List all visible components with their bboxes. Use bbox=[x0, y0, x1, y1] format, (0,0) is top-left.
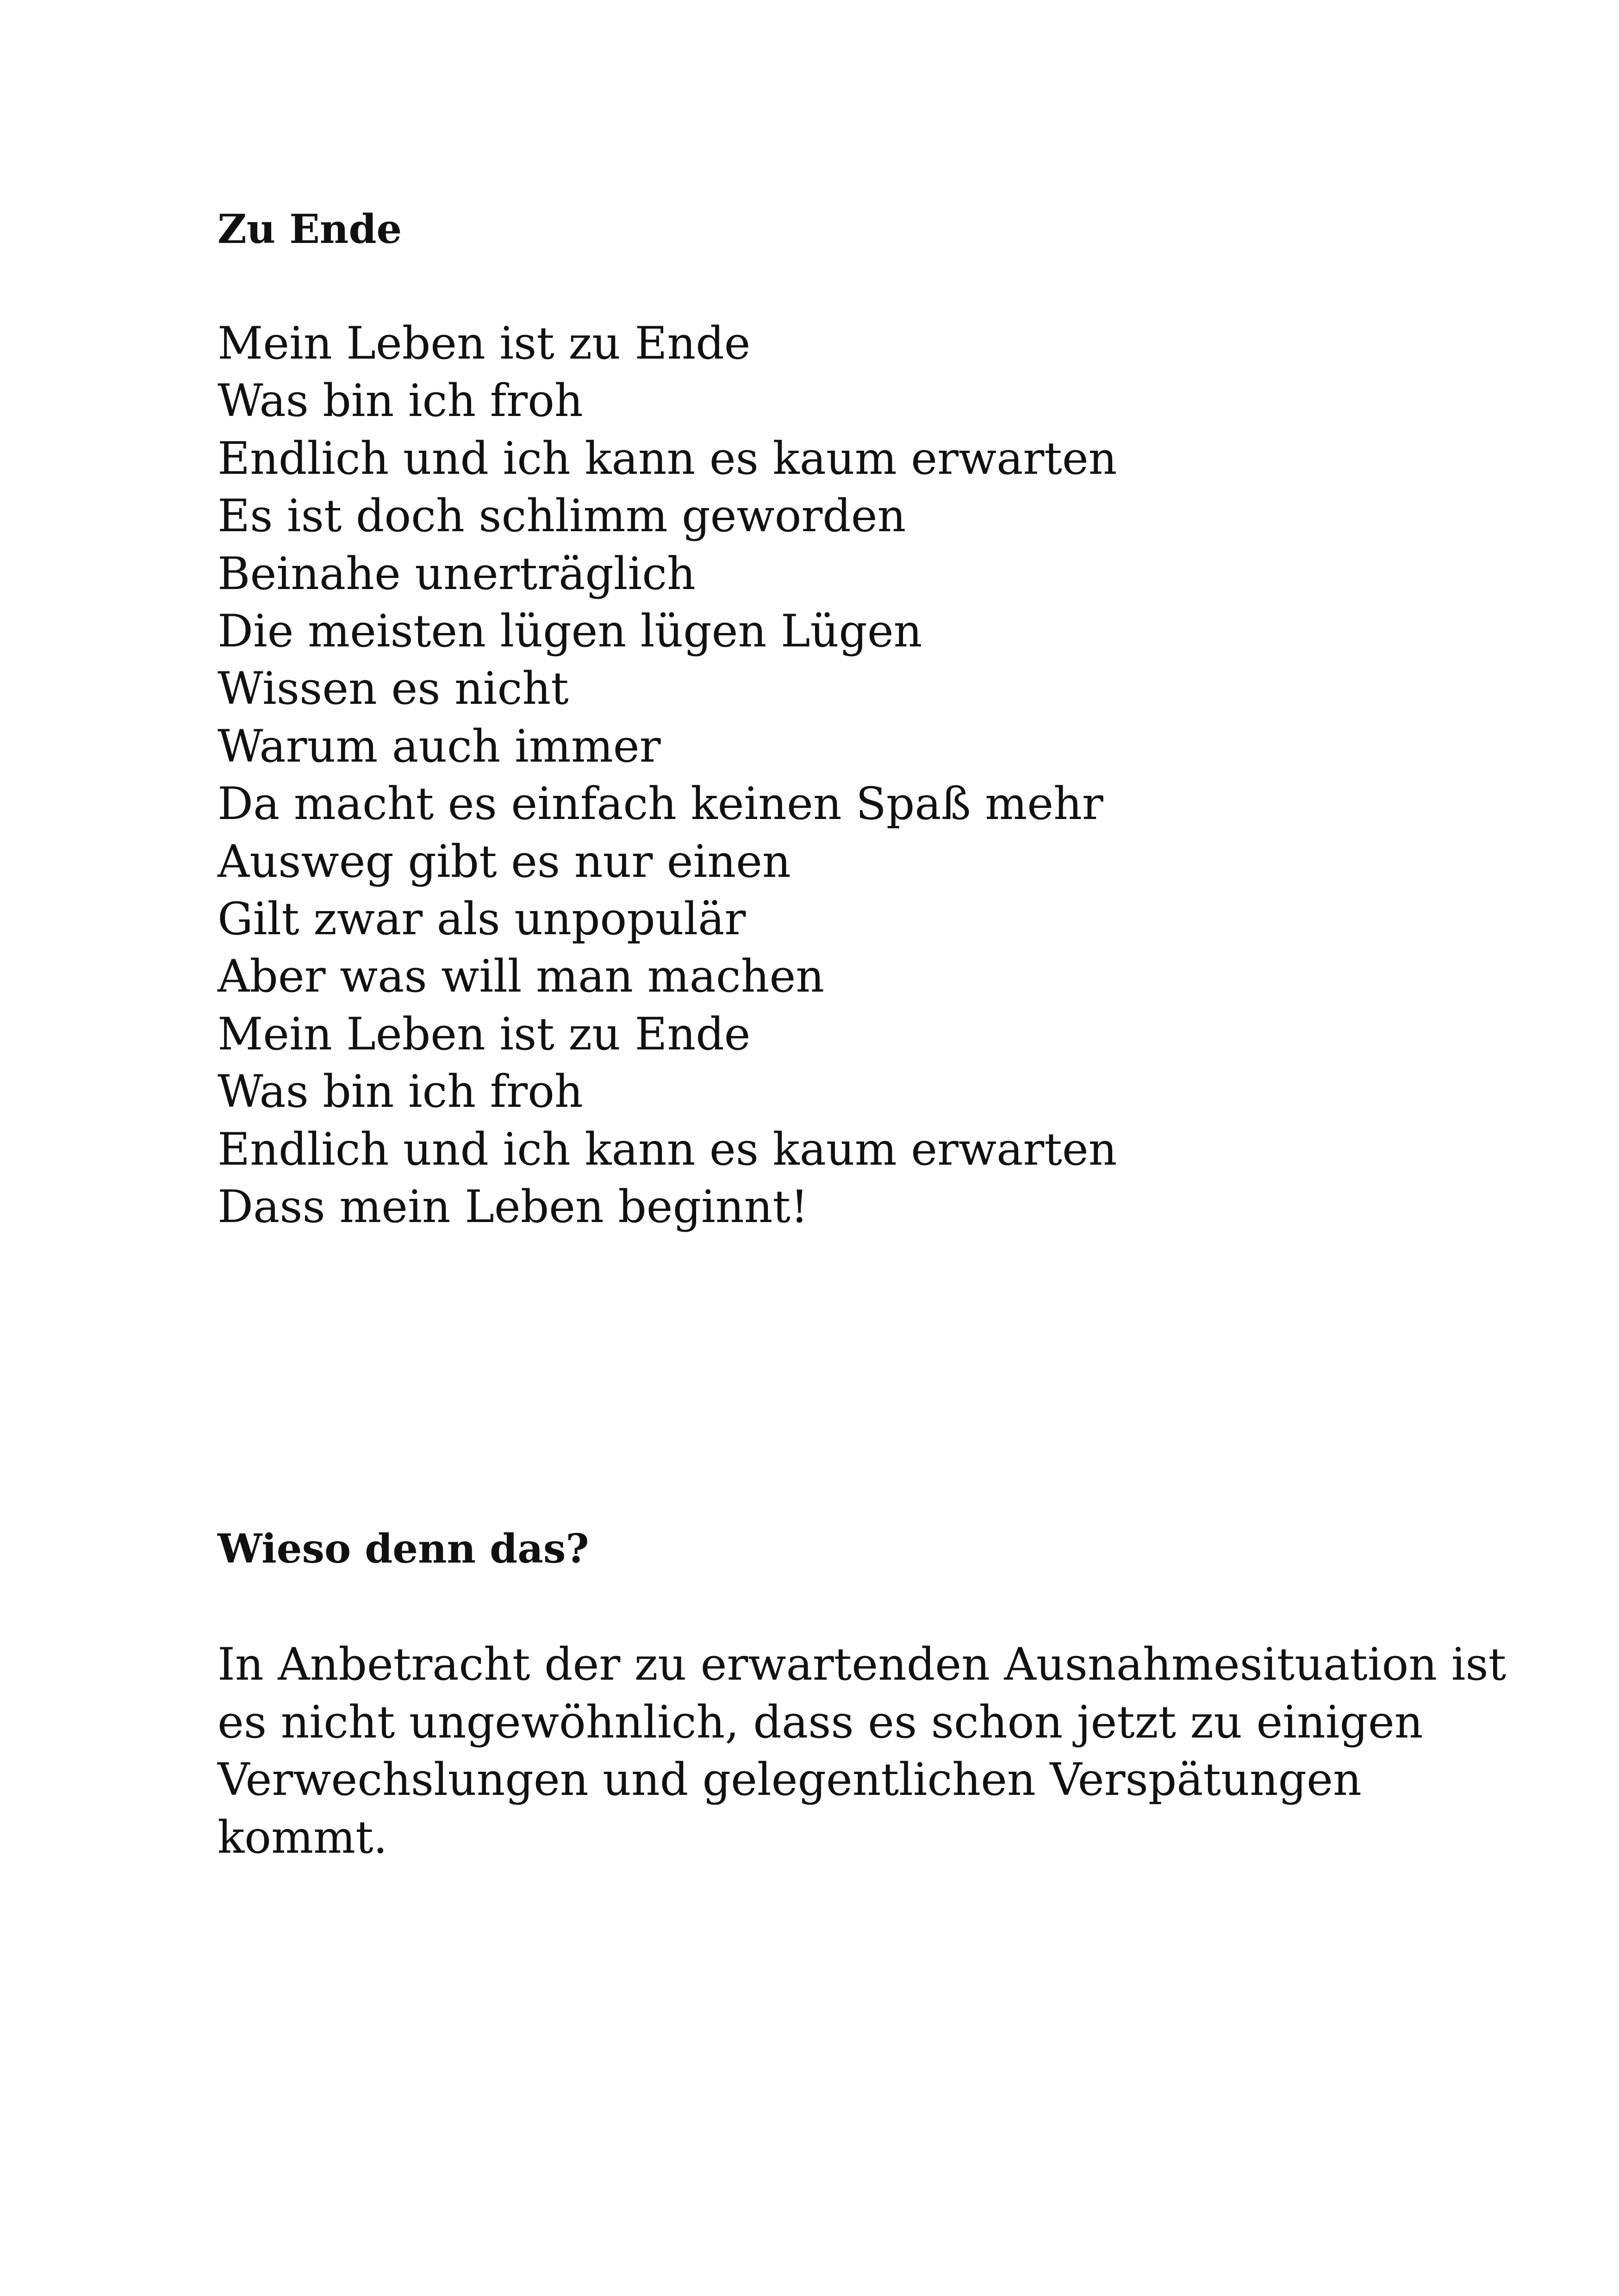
poem-line: Beinahe unerträglich bbox=[218, 547, 696, 600]
paragraph-line: es nicht ungewöhnlich, dass es schon jetzt zu einigen bbox=[218, 1696, 1423, 1748]
poem-line: Endlich und ich kann es kaum erwarten bbox=[218, 432, 1117, 484]
poem-line: Aber was will man machen bbox=[218, 950, 825, 1003]
poem-line: Mein Leben ist zu Ende bbox=[218, 317, 751, 369]
prose-paragraph bbox=[218, 1636, 1507, 1866]
poem-line: Ausweg gibt es nur einen bbox=[218, 835, 791, 887]
poem-line: Was bin ich froh bbox=[218, 375, 583, 427]
paragraph-line: kommt. bbox=[218, 1811, 388, 1863]
poem-line: Was bin ich froh bbox=[218, 1066, 583, 1118]
poem-line: Gilt zwar als unpopulär bbox=[218, 893, 746, 945]
poem-line: Dass mein Leben beginnt! bbox=[218, 1181, 809, 1233]
poem-title: Zu Ende bbox=[218, 206, 402, 253]
poem-line: Wissen es nicht bbox=[218, 663, 569, 715]
poem-line: Da macht es einfach keinen Spaß mehr bbox=[218, 778, 1103, 830]
section-title: Wieso denn das? bbox=[218, 1526, 589, 1572]
paragraph-line: Verwechslungen und gelegentlichen Verspätungen bbox=[218, 1754, 1362, 1806]
poem-line: Die meisten lügen lügen Lügen bbox=[218, 605, 922, 658]
poem-line: Endlich und ich kann es kaum erwarten bbox=[218, 1123, 1117, 1175]
poem-line: Mein Leben ist zu Ende bbox=[218, 1008, 751, 1060]
paragraph-line: In Anbetracht der zu erwartenden Ausnahmesituation ist bbox=[218, 1638, 1507, 1690]
poem-line: Es ist doch schlimm geworden bbox=[218, 490, 906, 542]
poem-line: Warum auch immer bbox=[218, 720, 661, 772]
poem-body bbox=[218, 315, 1117, 1236]
